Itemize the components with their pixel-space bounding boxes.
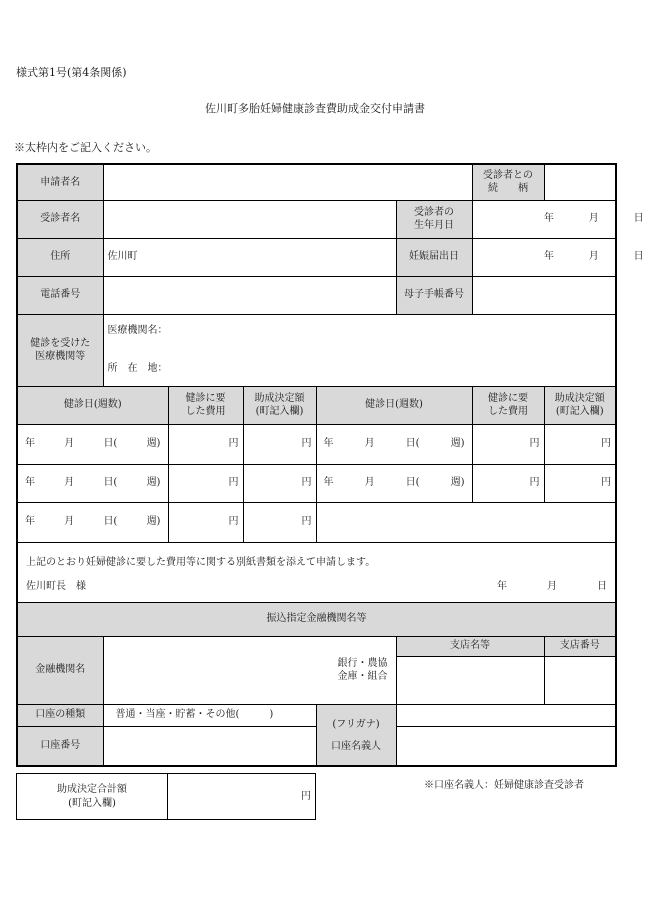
grant-total-label-line1: 助成決定合計額 <box>57 784 127 795</box>
furigana-label: (フリガナ) <box>332 718 380 730</box>
declaration-day-unit: 日 <box>597 581 608 593</box>
grant-total-label-line2: (町記入欄) <box>68 797 116 809</box>
grant-amount-field[interactable]: 円 <box>243 464 316 502</box>
exam-cost-field[interactable]: 円 <box>168 464 243 502</box>
form-number: 様式第1号(第4条関係) <box>16 66 127 79</box>
declaration-date[interactable] <box>497 580 607 594</box>
furigana-field[interactable] <box>396 704 616 726</box>
grant-header-right-line2: (町記入欄) <box>555 406 604 417</box>
phone-field[interactable] <box>103 276 396 314</box>
exam-day-unit: 日( <box>405 477 420 489</box>
birth-day-unit: 日 <box>633 213 644 225</box>
exam-year-unit: 年 <box>323 438 334 450</box>
institution-label-line1: 健診を受けた <box>30 337 91 349</box>
exam-date-field[interactable] <box>17 424 168 464</box>
bank-institution-label: 金融機関名 <box>17 636 103 704</box>
exam-date-field[interactable] <box>316 464 472 502</box>
bank-types-line1: 銀行・農協 <box>337 657 388 669</box>
cost-header-right-line2: した費用 <box>488 406 529 417</box>
grant-header-right <box>544 386 616 424</box>
exam-day-unit: 日( <box>405 438 420 450</box>
institution-name-label: 医療機関名： <box>107 325 168 337</box>
exam-year-unit: 年 <box>323 477 334 489</box>
grant-header-right-line1: 助成決定額 <box>554 392 605 404</box>
cost-header-left-line2: した費用 <box>185 406 226 417</box>
relation-label-line1: 受診者との <box>483 169 534 181</box>
exam-week-unit: 週) <box>146 438 161 450</box>
exam-date-field[interactable] <box>316 424 472 464</box>
account-number-label: 口座番号 <box>17 726 103 766</box>
declaration-month-unit: 月 <box>547 581 558 593</box>
cost-header-left-line1: 健診に要 <box>185 392 226 404</box>
exam-row <box>17 502 616 542</box>
pregnancy-report-label: 妊娠届出日 <box>396 238 472 276</box>
branch-name-label: 支店名等 <box>396 636 544 656</box>
address-field[interactable]: 佐川町 <box>103 238 396 276</box>
exam-year-unit: 年 <box>25 516 35 528</box>
exam-date-field[interactable] <box>17 502 168 542</box>
exam-cost-field[interactable]: 円 <box>168 502 243 542</box>
form-title: 佐川町多胎妊婦健康診査費助成金交付申請書 <box>205 102 425 115</box>
branch-name-field[interactable] <box>396 656 544 704</box>
application-form-table <box>16 163 644 767</box>
exam-date-header-right: 健診日(週数) <box>316 386 472 424</box>
birth-month-unit: 月 <box>588 213 599 225</box>
grant-amount-field[interactable]: 円 <box>243 424 316 464</box>
exam-week-unit: 週) <box>450 477 465 489</box>
relation-label <box>472 164 544 200</box>
addressee: 佐川町長 様 <box>26 581 86 593</box>
holder-label-cell <box>316 704 396 766</box>
grant-total-field[interactable]: 円 <box>168 774 316 820</box>
declaration-text: 上記のとおり妊婦健診に要した費用等に関する別紙書類を添えて申請します。 <box>26 557 376 569</box>
exam-row <box>17 464 616 502</box>
exam-cost-field[interactable]: 円 <box>472 464 544 502</box>
grant-header-left-line1: 助成決定額 <box>254 392 305 404</box>
exam-month-unit: 月 <box>64 516 75 528</box>
cost-header-right-line1: 健診に要 <box>488 392 529 404</box>
bank-institution-field[interactable] <box>103 636 396 704</box>
report-day-unit: 日 <box>633 251 644 263</box>
exam-day-unit: 日( <box>103 516 118 528</box>
applicant-name-label: 申請者名 <box>17 164 103 200</box>
grant-header-left <box>243 386 316 424</box>
exam-day-unit: 日( <box>103 438 118 450</box>
exam-month-unit: 月 <box>364 438 375 450</box>
grant-amount-field[interactable]: 円 <box>243 502 316 542</box>
birth-year-unit: 年 <box>543 213 554 225</box>
pregnancy-report-date-field[interactable] <box>472 238 644 276</box>
handbook-number-field[interactable] <box>472 276 616 314</box>
exam-date-header-left: 健診日(週数) <box>17 386 168 424</box>
branch-number-field[interactable] <box>544 656 616 704</box>
examinee-name-label: 受診者名 <box>17 200 103 238</box>
declaration-year-unit: 年 <box>497 581 508 593</box>
exam-month-unit: 月 <box>64 477 75 489</box>
institution-label-line2: 医療機関等 <box>35 351 86 362</box>
exam-week-unit: 週) <box>146 516 161 528</box>
institution-field[interactable] <box>103 314 616 386</box>
institution-label <box>17 314 103 386</box>
report-month-unit: 月 <box>588 251 599 263</box>
account-holder-field[interactable] <box>396 726 616 766</box>
exam-cost-header-left <box>168 386 243 424</box>
account-type-options[interactable]: 普通・当座・貯蓄・その他( ) <box>103 704 316 726</box>
report-year-unit: 年 <box>543 251 554 263</box>
exam-date-field[interactable] <box>17 464 168 502</box>
instruction-note: ※太枠内をご記入ください。 <box>14 141 157 154</box>
exam-year-unit: 年 <box>25 477 35 489</box>
branch-number-label: 支店番号 <box>544 636 616 656</box>
grant-total-table <box>16 773 316 820</box>
birthdate-label <box>396 200 472 238</box>
bank-section-title: 振込指定金融機関名等 <box>17 602 616 636</box>
exam-day-unit: 日( <box>103 477 118 489</box>
birthdate-field[interactable] <box>472 200 644 238</box>
address-label: 住所 <box>17 238 103 276</box>
applicant-name-field[interactable] <box>103 164 472 200</box>
exam-empty-cell <box>316 502 616 542</box>
account-holder-footnote: ※口座名義人：妊婦健康診査受診者 <box>424 780 584 791</box>
bank-types-line2: 金庫・組合 <box>337 671 388 682</box>
birthdate-label-line2: 生年月日 <box>414 220 454 231</box>
exam-cost-field[interactable]: 円 <box>168 424 243 464</box>
examinee-name-field[interactable] <box>103 200 396 238</box>
account-holder-label: 口座名義人 <box>331 740 381 752</box>
account-number-field[interactable] <box>103 726 316 766</box>
birthdate-label-line1: 受診者の <box>414 206 454 218</box>
relation-label-line2: 続 柄 <box>488 183 529 195</box>
exam-week-unit: 週) <box>146 477 161 489</box>
institution-address-label: 所 在 地： <box>107 363 168 375</box>
exam-week-unit: 週) <box>450 438 465 450</box>
relation-field[interactable] <box>544 164 616 200</box>
exam-month-unit: 月 <box>364 477 375 489</box>
exam-cost-header-right <box>472 386 544 424</box>
handbook-number-label: 母子手帳番号 <box>396 276 472 314</box>
phone-label: 電話番号 <box>17 276 103 314</box>
account-type-label: 口座の種類 <box>17 704 103 726</box>
grant-amount-field[interactable]: 円 <box>544 424 616 464</box>
exam-row <box>17 424 616 464</box>
exam-month-unit: 月 <box>64 438 75 450</box>
declaration-cell <box>17 542 616 602</box>
grant-total-label <box>17 774 168 820</box>
exam-cost-field[interactable]: 円 <box>472 424 544 464</box>
exam-year-unit: 年 <box>25 438 35 450</box>
grant-header-left-line2: (町記入欄) <box>255 406 304 417</box>
grant-amount-field[interactable]: 円 <box>544 464 616 502</box>
